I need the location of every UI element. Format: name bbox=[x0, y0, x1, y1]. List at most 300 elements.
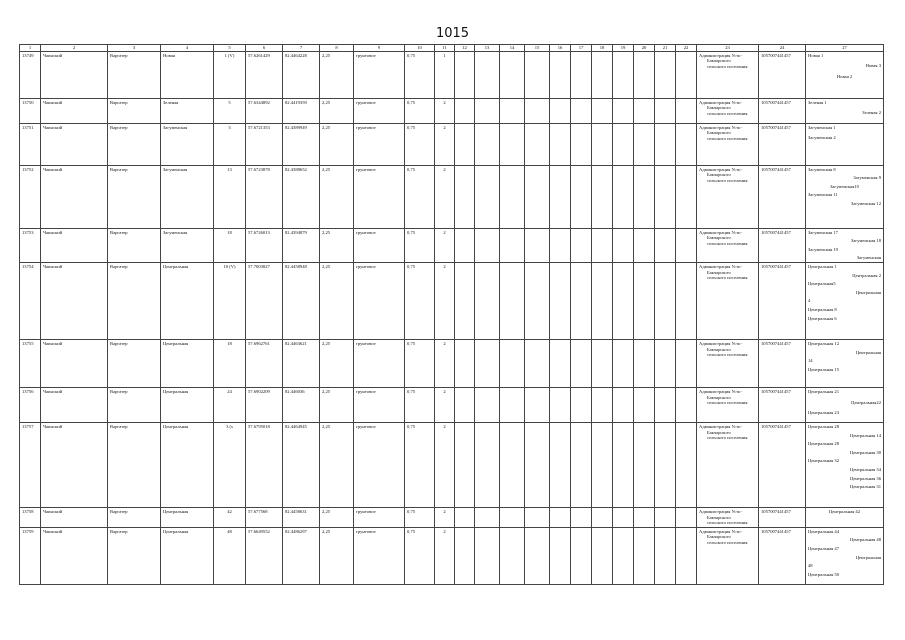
cell-empty bbox=[455, 339, 475, 387]
cell-c11: 2 bbox=[435, 507, 455, 527]
address-line: 48 bbox=[808, 563, 813, 569]
cell-empty bbox=[634, 339, 655, 387]
cell-empty bbox=[455, 51, 475, 98]
address-line: Центральная 30 bbox=[850, 449, 881, 455]
cell-empty bbox=[676, 123, 697, 165]
table-row bbox=[20, 527, 884, 584]
owner-line: сельского поселения bbox=[707, 400, 748, 406]
cell-empty bbox=[613, 51, 634, 98]
address-line: Загуменская 18 bbox=[851, 238, 881, 244]
cell-empty bbox=[655, 228, 676, 262]
cell-empty bbox=[571, 339, 592, 387]
address-line: Зеленая 1 bbox=[808, 99, 827, 105]
address-line: Загуменская 12 bbox=[851, 200, 881, 206]
cell-c1: 13752 bbox=[20, 165, 41, 228]
cell-c1: 13751 bbox=[20, 123, 41, 165]
cell-c7: 82.4419359 bbox=[283, 98, 320, 123]
address-line: Центральная 2 bbox=[852, 272, 881, 278]
cell-empty bbox=[592, 51, 613, 98]
table-row bbox=[20, 228, 884, 262]
col-header: 18 bbox=[592, 45, 613, 52]
cell-c2: Чаинский bbox=[41, 98, 108, 123]
cell-c1: 13759 bbox=[20, 527, 41, 584]
cell-c3: Варгатер bbox=[108, 527, 161, 584]
cell-addresses bbox=[806, 165, 884, 228]
col-header: 22 bbox=[676, 45, 697, 52]
cell-c2: Чаинский bbox=[41, 262, 108, 339]
cell-ogrn: 1057007441457 bbox=[759, 422, 806, 507]
owner-line: Администрация Усть- bbox=[699, 166, 742, 172]
address-line: Загуменская 11 bbox=[808, 192, 838, 198]
col-header: 12 bbox=[455, 45, 475, 52]
address-line: Центральная 31 bbox=[850, 484, 881, 490]
cell-ogrn: 1057007441457 bbox=[759, 98, 806, 123]
cell-empty bbox=[455, 262, 475, 339]
cell-c7: 82.4388652 bbox=[283, 165, 320, 228]
cell-c9: грунтовое bbox=[354, 123, 405, 165]
cell-empty bbox=[592, 507, 613, 527]
cell-ogrn: 1057007441457 bbox=[759, 165, 806, 228]
owner-line: Администрация Усть- bbox=[699, 528, 742, 534]
cell-empty bbox=[592, 228, 613, 262]
cell-empty bbox=[592, 123, 613, 165]
table-row bbox=[20, 262, 884, 339]
col-header: 13 bbox=[475, 45, 500, 52]
cell-c6: 57.6261429 bbox=[246, 51, 283, 98]
cell-c11: 2 bbox=[435, 387, 455, 422]
cell-c9: грунтовое bbox=[354, 228, 405, 262]
cell-empty bbox=[613, 527, 634, 584]
header-row bbox=[20, 45, 884, 52]
cell-empty bbox=[550, 51, 571, 98]
cell-empty bbox=[634, 387, 655, 422]
cell-c2: Чаинский bbox=[41, 339, 108, 387]
cell-empty bbox=[455, 422, 475, 507]
address-line: Центральная5 bbox=[808, 281, 836, 287]
owner-line: сельского поселения bbox=[707, 240, 748, 246]
cell-empty bbox=[571, 165, 592, 228]
address-line: Центральная 6 bbox=[808, 315, 837, 321]
cell-addresses bbox=[806, 98, 884, 123]
address-line: Центральная 21 bbox=[808, 388, 839, 394]
col-header: 14 bbox=[500, 45, 525, 52]
cell-c7: 82.4394879 bbox=[283, 228, 320, 262]
cell-c8: 2,25 bbox=[320, 165, 354, 228]
cell-empty bbox=[634, 527, 655, 584]
address-line: Загуменская 19 bbox=[808, 246, 838, 252]
owner-line: Бакчарского bbox=[707, 58, 731, 64]
address-line: Загуменская 17 bbox=[808, 229, 838, 235]
cell-empty bbox=[592, 527, 613, 584]
cell-addresses bbox=[806, 339, 884, 387]
cell-empty bbox=[525, 422, 550, 507]
cell-c3: Варгатер bbox=[108, 339, 161, 387]
cell-c2: Чаинский bbox=[41, 51, 108, 98]
cell-empty bbox=[500, 422, 525, 507]
cell-c10: 0,75 bbox=[405, 98, 435, 123]
address-line: Центральная 48 bbox=[850, 537, 881, 543]
cell-c3: Варгатер bbox=[108, 422, 161, 507]
table-row bbox=[20, 387, 884, 422]
cell-owner bbox=[697, 387, 759, 422]
cell-empty bbox=[655, 339, 676, 387]
cell-ogrn: 1057007441457 bbox=[759, 527, 806, 584]
cell-c3: Варгатер bbox=[108, 262, 161, 339]
cell-owner bbox=[697, 339, 759, 387]
cell-c4: Центральная bbox=[161, 507, 214, 527]
cell-c2: Чаинский bbox=[41, 422, 108, 507]
col-header: 8 bbox=[320, 45, 354, 52]
cell-empty bbox=[613, 507, 634, 527]
cell-empty bbox=[655, 165, 676, 228]
table-row bbox=[20, 165, 884, 228]
cell-c3: Варгатер bbox=[108, 228, 161, 262]
cell-empty bbox=[475, 165, 500, 228]
cell-empty bbox=[550, 387, 571, 422]
cell-c4: Зеленая bbox=[161, 98, 214, 123]
cell-empty bbox=[676, 98, 697, 123]
cell-c11: 2 bbox=[435, 98, 455, 123]
cell-addresses bbox=[806, 228, 884, 262]
cell-empty bbox=[571, 387, 592, 422]
cell-owner bbox=[697, 228, 759, 262]
cell-c4: Загуменская bbox=[161, 165, 214, 228]
cell-empty bbox=[634, 262, 655, 339]
cell-empty bbox=[550, 262, 571, 339]
cell-addresses bbox=[806, 262, 884, 339]
cell-c9: грунтовое bbox=[354, 387, 405, 422]
cell-c1: 13758 bbox=[20, 507, 41, 527]
cell-c10: 0,75 bbox=[405, 262, 435, 339]
cell-empty bbox=[550, 98, 571, 123]
cell-c6: 57.6344892 bbox=[246, 98, 283, 123]
cell-ogrn: 1057007441457 bbox=[759, 339, 806, 387]
cell-c6: 57.6962761 bbox=[246, 339, 283, 387]
col-header: 20 bbox=[634, 45, 655, 52]
cell-empty bbox=[655, 422, 676, 507]
cell-empty bbox=[634, 123, 655, 165]
cell-c7: 82.4463621 bbox=[283, 339, 320, 387]
cell-c1: 13754 bbox=[20, 262, 41, 339]
cell-empty bbox=[550, 165, 571, 228]
cell-c5: 24 bbox=[214, 387, 246, 422]
cell-owner bbox=[697, 98, 759, 123]
address-line: Загуменская 2 bbox=[808, 135, 836, 141]
address-line: Центральная22 bbox=[851, 399, 881, 405]
cell-c8: 2,25 bbox=[320, 339, 354, 387]
cell-owner bbox=[697, 507, 759, 527]
cell-empty bbox=[500, 51, 525, 98]
cell-empty bbox=[525, 262, 550, 339]
cell-empty bbox=[550, 123, 571, 165]
cell-empty bbox=[634, 165, 655, 228]
owner-line: Бакчарского bbox=[707, 346, 731, 352]
cell-empty bbox=[592, 165, 613, 228]
cell-empty bbox=[634, 507, 655, 527]
cell-c2: Чаинский bbox=[41, 527, 108, 584]
cell-empty bbox=[655, 51, 676, 98]
owner-line: Администрация Усть- bbox=[699, 99, 742, 105]
col-header: 9 bbox=[354, 45, 405, 52]
cell-c7: 82.4464228 bbox=[283, 51, 320, 98]
cell-c5: 10 (V) bbox=[214, 262, 246, 339]
address-line: Центральная 44 bbox=[808, 528, 839, 534]
cell-c1: 13756 bbox=[20, 387, 41, 422]
cell-empty bbox=[571, 51, 592, 98]
cell-empty bbox=[455, 165, 475, 228]
cell-empty bbox=[455, 228, 475, 262]
address-line: 14 bbox=[808, 358, 813, 364]
cell-empty bbox=[500, 507, 525, 527]
address-line: Зеленая 2 bbox=[862, 110, 881, 116]
cell-c7: 82.4458631 bbox=[283, 507, 320, 527]
page-number: 1015 bbox=[435, 26, 470, 41]
cell-empty bbox=[613, 98, 634, 123]
cell-c6: 57.677568 bbox=[246, 507, 283, 527]
cell-empty bbox=[525, 51, 550, 98]
cell-empty bbox=[455, 387, 475, 422]
cell-empty bbox=[676, 165, 697, 228]
cell-empty bbox=[676, 228, 697, 262]
cell-c11: 2 bbox=[435, 527, 455, 584]
owner-line: сельского поселения bbox=[707, 135, 748, 141]
cell-empty bbox=[525, 507, 550, 527]
owner-line: Бакчарского bbox=[707, 534, 731, 540]
cell-c6: 57.6902209 bbox=[246, 387, 283, 422]
owner-line: Бакчарского bbox=[707, 130, 731, 136]
cell-empty bbox=[676, 339, 697, 387]
cell-empty bbox=[613, 123, 634, 165]
owner-line: сельского поселения bbox=[707, 177, 748, 183]
cell-c10: 0,75 bbox=[405, 51, 435, 98]
cell-c5: 13 bbox=[214, 165, 246, 228]
cell-c3: Варгатер bbox=[108, 507, 161, 527]
cell-empty bbox=[613, 165, 634, 228]
cell-addresses bbox=[806, 507, 884, 527]
cell-empty bbox=[475, 123, 500, 165]
owner-line: Администрация Усть- bbox=[699, 52, 742, 58]
table-body bbox=[20, 51, 884, 584]
cell-empty bbox=[571, 228, 592, 262]
cell-empty bbox=[676, 262, 697, 339]
cell-empty bbox=[613, 228, 634, 262]
col-header: 19 bbox=[613, 45, 634, 52]
cell-empty bbox=[655, 98, 676, 123]
cell-c1: 13750 bbox=[20, 98, 41, 123]
cell-c10: 0,75 bbox=[405, 422, 435, 507]
owner-line: Бакчарского bbox=[707, 105, 731, 111]
cell-c10: 0,75 bbox=[405, 507, 435, 527]
cell-c6: 57.6726013 bbox=[246, 228, 283, 262]
col-header: 24 bbox=[759, 45, 806, 52]
cell-empty bbox=[475, 527, 500, 584]
cell-c4: Новая bbox=[161, 51, 214, 98]
owner-line: Администрация Усть- bbox=[699, 388, 742, 394]
owner-line: Администрация Усть- bbox=[699, 124, 742, 130]
col-header: 21 bbox=[655, 45, 676, 52]
cell-c8: 2,25 bbox=[320, 262, 354, 339]
address-line: Центральная 50 bbox=[808, 571, 839, 577]
cell-empty bbox=[455, 98, 475, 123]
cell-empty bbox=[592, 98, 613, 123]
table-row bbox=[20, 51, 884, 98]
cell-c10: 0,75 bbox=[405, 527, 435, 584]
col-header: 23 bbox=[697, 45, 759, 52]
cell-empty bbox=[592, 422, 613, 507]
cell-c11: 2 bbox=[435, 165, 455, 228]
owner-line: сельского поселения bbox=[707, 275, 748, 281]
cell-ogrn: 1057007441457 bbox=[759, 507, 806, 527]
address-line: Загуменская10 bbox=[830, 183, 859, 189]
cell-c1: 13749 bbox=[20, 51, 41, 98]
col-header: 2 bbox=[41, 45, 108, 52]
cell-owner bbox=[697, 422, 759, 507]
cell-c9: грунтовое bbox=[354, 98, 405, 123]
col-header: 15 bbox=[525, 45, 550, 52]
cell-c10: 0,75 bbox=[405, 228, 435, 262]
cell-c4: Центральная bbox=[161, 527, 214, 584]
address-line: Центральная 14 bbox=[850, 432, 881, 438]
cell-empty bbox=[500, 123, 525, 165]
cell-c9: грунтовое bbox=[354, 51, 405, 98]
owner-line: Бакчарского bbox=[707, 172, 731, 178]
table-row bbox=[20, 98, 884, 123]
owner-line: сельского поселения bbox=[707, 435, 748, 441]
cell-c5: 18 bbox=[214, 228, 246, 262]
address-line: Центральная 23 bbox=[808, 410, 839, 416]
cell-c1: 13753 bbox=[20, 228, 41, 262]
cell-c5: 3 bbox=[214, 123, 246, 165]
col-header: 27 bbox=[806, 45, 884, 52]
cell-addresses bbox=[806, 422, 884, 507]
table-row bbox=[20, 123, 884, 165]
cell-ogrn: 1057007441457 bbox=[759, 387, 806, 422]
cell-empty bbox=[592, 262, 613, 339]
cell-c6: 57.6721353 bbox=[246, 123, 283, 165]
cell-addresses bbox=[806, 387, 884, 422]
table-row bbox=[20, 507, 884, 527]
address-line: Центральная bbox=[855, 289, 881, 295]
cell-c8: 2,25 bbox=[320, 422, 354, 507]
cell-empty bbox=[525, 387, 550, 422]
cell-empty bbox=[592, 387, 613, 422]
cell-empty bbox=[613, 387, 634, 422]
col-header: 5 bbox=[214, 45, 246, 52]
cell-empty bbox=[475, 228, 500, 262]
col-header: 10 bbox=[405, 45, 435, 52]
cell-c8: 2,25 bbox=[320, 527, 354, 584]
cell-empty bbox=[525, 98, 550, 123]
address-line: Центральная bbox=[855, 554, 881, 560]
cell-c6: 57.7003827 bbox=[246, 262, 283, 339]
cell-c8: 2,25 bbox=[320, 507, 354, 527]
cell-empty bbox=[550, 339, 571, 387]
cell-empty bbox=[525, 165, 550, 228]
cell-ogrn: 1057007441457 bbox=[759, 228, 806, 262]
cell-empty bbox=[676, 507, 697, 527]
address-line: Центральная 28 bbox=[808, 441, 839, 447]
owner-line: Бакчарского bbox=[707, 394, 731, 400]
cell-empty bbox=[500, 165, 525, 228]
cell-empty bbox=[571, 527, 592, 584]
cell-c7: 82.4458948 bbox=[283, 262, 320, 339]
address-line: Загуменская 1 bbox=[808, 124, 836, 130]
cell-empty bbox=[634, 422, 655, 507]
cell-c8: 2,25 bbox=[320, 51, 354, 98]
owner-line: сельского поселения bbox=[707, 63, 748, 69]
cell-empty bbox=[634, 51, 655, 98]
owner-line: сельского поселения bbox=[707, 539, 748, 545]
cell-c10: 0,75 bbox=[405, 123, 435, 165]
cell-c10: 0,75 bbox=[405, 387, 435, 422]
cell-empty bbox=[613, 339, 634, 387]
cell-empty bbox=[455, 527, 475, 584]
cell-empty bbox=[634, 98, 655, 123]
cell-empty bbox=[655, 123, 676, 165]
col-header: 7 bbox=[283, 45, 320, 52]
cell-c6: 57.6795018 bbox=[246, 422, 283, 507]
cell-c2: Чаинский bbox=[41, 228, 108, 262]
cell-c5: 48 bbox=[214, 527, 246, 584]
cell-ogrn: 1057007441457 bbox=[759, 262, 806, 339]
cell-c2: Чаинский bbox=[41, 387, 108, 422]
cell-c10: 0,75 bbox=[405, 165, 435, 228]
address-line: Центральная 1 bbox=[808, 263, 837, 269]
address-line: Центральная 47 bbox=[808, 545, 839, 551]
cell-empty bbox=[475, 262, 500, 339]
cell-empty bbox=[571, 98, 592, 123]
cell-c4: Центральная bbox=[161, 422, 214, 507]
cell-empty bbox=[455, 507, 475, 527]
cell-empty bbox=[525, 123, 550, 165]
col-header: 17 bbox=[571, 45, 592, 52]
cell-c1: 13757 bbox=[20, 422, 41, 507]
cell-ogrn: 1057007441457 bbox=[759, 123, 806, 165]
cell-empty bbox=[571, 262, 592, 339]
cell-c11: 2 bbox=[435, 228, 455, 262]
address-line: Новая 3 bbox=[865, 63, 881, 69]
cell-empty bbox=[525, 228, 550, 262]
cell-c5: 18 bbox=[214, 339, 246, 387]
cell-c4: Загуменская bbox=[161, 228, 214, 262]
col-header: 16 bbox=[550, 45, 571, 52]
cell-c3: Варгатер bbox=[108, 98, 161, 123]
cell-c11: 2 bbox=[435, 339, 455, 387]
cell-c4: Центральная bbox=[161, 262, 214, 339]
cell-c11: 2 bbox=[435, 123, 455, 165]
cell-empty bbox=[475, 51, 500, 98]
table-row bbox=[20, 422, 884, 507]
cell-c9: грунтовое bbox=[354, 339, 405, 387]
owner-line: Бакчарского bbox=[707, 514, 731, 520]
cell-c9: грунтовое bbox=[354, 527, 405, 584]
owner-line: сельского поселения bbox=[707, 352, 748, 358]
cell-empty bbox=[550, 422, 571, 507]
cell-c9: грунтовое bbox=[354, 262, 405, 339]
col-header: 4 bbox=[161, 45, 214, 52]
cell-empty bbox=[676, 422, 697, 507]
address-line: Центральная 12 bbox=[808, 340, 839, 346]
cell-empty bbox=[613, 422, 634, 507]
address-line: Центральная 28 bbox=[808, 423, 839, 429]
address-line: Центральная 36 bbox=[850, 475, 881, 481]
cell-owner bbox=[697, 527, 759, 584]
cell-empty bbox=[475, 422, 500, 507]
cell-c9: грунтовое bbox=[354, 165, 405, 228]
cell-c8: 2,25 bbox=[320, 98, 354, 123]
cell-c2: Чаинский bbox=[41, 507, 108, 527]
cell-c4: Центральная bbox=[161, 339, 214, 387]
